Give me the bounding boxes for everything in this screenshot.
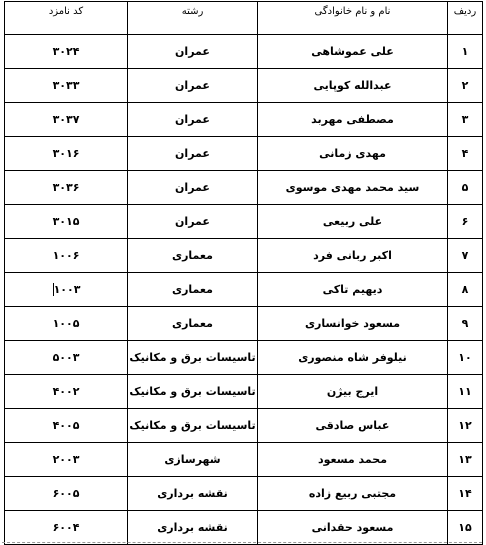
row-major-cell[interactable]: معماری	[128, 273, 258, 307]
row-name-cell[interactable]: مجتبی ربیع زاده	[258, 477, 448, 511]
row-index-cell: ۹	[448, 307, 483, 341]
row-code-cell[interactable]: ۲۰۰۳	[5, 443, 128, 477]
table-header-row	[5, 2, 483, 35]
row-index-cell: ۱۰	[448, 341, 483, 375]
row-name-cell[interactable]: اکبر ربانی فرد	[258, 239, 448, 273]
candidate-table	[4, 1, 483, 545]
row-name-cell[interactable]: عبدالله کوپایی	[258, 69, 448, 103]
row-major-cell[interactable]: تاسیسات برق و مکانیک	[128, 375, 258, 409]
table-row	[5, 375, 483, 409]
row-major-cell[interactable]: نقشه برداری	[128, 477, 258, 511]
table-row	[5, 409, 483, 443]
row-code-cell[interactable]: ۶۰۰۴	[5, 511, 128, 545]
row-code-cell[interactable]: ۳۰۳۷	[5, 103, 128, 137]
row-major-cell[interactable]: تاسیسات برق و مکانیک	[128, 341, 258, 375]
row-code-cell[interactable]: ۶۰۰۵	[5, 477, 128, 511]
row-code-cell[interactable]	[5, 273, 128, 307]
row-major-cell[interactable]: عمران	[128, 69, 258, 103]
row-index-cell: ۱۱	[448, 375, 483, 409]
row-code-cell[interactable]: ۱۰۰۶	[5, 239, 128, 273]
row-name-cell[interactable]: مهدی زمانی	[258, 137, 448, 171]
row-index-cell: ۱	[448, 35, 483, 69]
row-name-cell[interactable]: سید محمد مهدی موسوی	[258, 171, 448, 205]
row-index-cell: ۷	[448, 239, 483, 273]
row-code-cell[interactable]: ۱۰۰۵	[5, 307, 128, 341]
row-index-cell: ۱۳	[448, 443, 483, 477]
row-index-cell: ۲	[448, 69, 483, 103]
table-row	[5, 35, 483, 69]
table-row	[5, 171, 483, 205]
row-index-cell: ۳	[448, 103, 483, 137]
header-code: کد نامزد	[5, 2, 128, 35]
row-code-cell[interactable]: ۳۰۱۵	[5, 205, 128, 239]
row-code-cell[interactable]: ۴۰۰۵	[5, 409, 128, 443]
table-row	[5, 307, 483, 341]
row-code-cell[interactable]: ۳۰۳۳	[5, 69, 128, 103]
row-name-cell[interactable]: علی ربیعی	[258, 205, 448, 239]
header-name: نام و نام خانوادگی	[258, 2, 448, 35]
row-name-cell[interactable]: مسعود خوانساری	[258, 307, 448, 341]
table-body	[5, 35, 483, 545]
table-row	[5, 273, 483, 307]
table-row	[5, 511, 483, 545]
row-name-cell[interactable]: دیهیم تاکی	[258, 273, 448, 307]
header-major: رشته	[128, 2, 258, 35]
table-row	[5, 477, 483, 511]
row-major-cell[interactable]: شهرسازی	[128, 443, 258, 477]
row-index-cell: ۸	[448, 273, 483, 307]
row-name-cell[interactable]: ایرج بیژن	[258, 375, 448, 409]
table-row	[5, 239, 483, 273]
row-name-cell[interactable]: مصطفی مهربد	[258, 103, 448, 137]
row-name-cell[interactable]: نیلوفر شاه منصوری	[258, 341, 448, 375]
table-row	[5, 103, 483, 137]
table-row	[5, 443, 483, 477]
row-major-cell[interactable]: معماری	[128, 239, 258, 273]
row-name-cell[interactable]: علی عموشاهی	[258, 35, 448, 69]
table-row	[5, 137, 483, 171]
row-code-cell[interactable]: ۳۰۲۴	[5, 35, 128, 69]
row-index-cell: ۴	[448, 137, 483, 171]
row-index-cell: ۵	[448, 171, 483, 205]
row-code-cell[interactable]: ۴۰۰۲	[5, 375, 128, 409]
row-index-cell: ۱۲	[448, 409, 483, 443]
row-name-cell[interactable]: محمد مسعود	[258, 443, 448, 477]
row-name-cell[interactable]: مسعود حقدانی	[258, 511, 448, 545]
document-page	[2, 1, 482, 545]
row-major-cell[interactable]: عمران	[128, 35, 258, 69]
row-index-cell: ۱۴	[448, 477, 483, 511]
row-index-cell: ۶	[448, 205, 483, 239]
row-major-cell[interactable]: معماری	[128, 307, 258, 341]
row-code-cell[interactable]: ۳۰۳۶	[5, 171, 128, 205]
row-major-cell[interactable]: عمران	[128, 137, 258, 171]
table-row	[5, 69, 483, 103]
row-index-cell: ۱۵	[448, 511, 483, 545]
page-edge-divider	[2, 542, 482, 543]
row-major-cell[interactable]: نقشه برداری	[128, 511, 258, 545]
row-major-cell[interactable]: تاسیسات برق و مکانیک	[128, 409, 258, 443]
table-row	[5, 341, 483, 375]
row-code-cell[interactable]: ۵۰۰۳	[5, 341, 128, 375]
row-code-cell[interactable]: ۳۰۱۶	[5, 137, 128, 171]
header-index: ردیف	[448, 2, 483, 35]
row-major-cell[interactable]: عمران	[128, 171, 258, 205]
row-name-cell[interactable]: عباس صادقی	[258, 409, 448, 443]
cell-text: ۱۰۰۳	[53, 282, 81, 296]
row-major-cell[interactable]: عمران	[128, 205, 258, 239]
table-row	[5, 205, 483, 239]
row-major-cell[interactable]: عمران	[128, 103, 258, 137]
